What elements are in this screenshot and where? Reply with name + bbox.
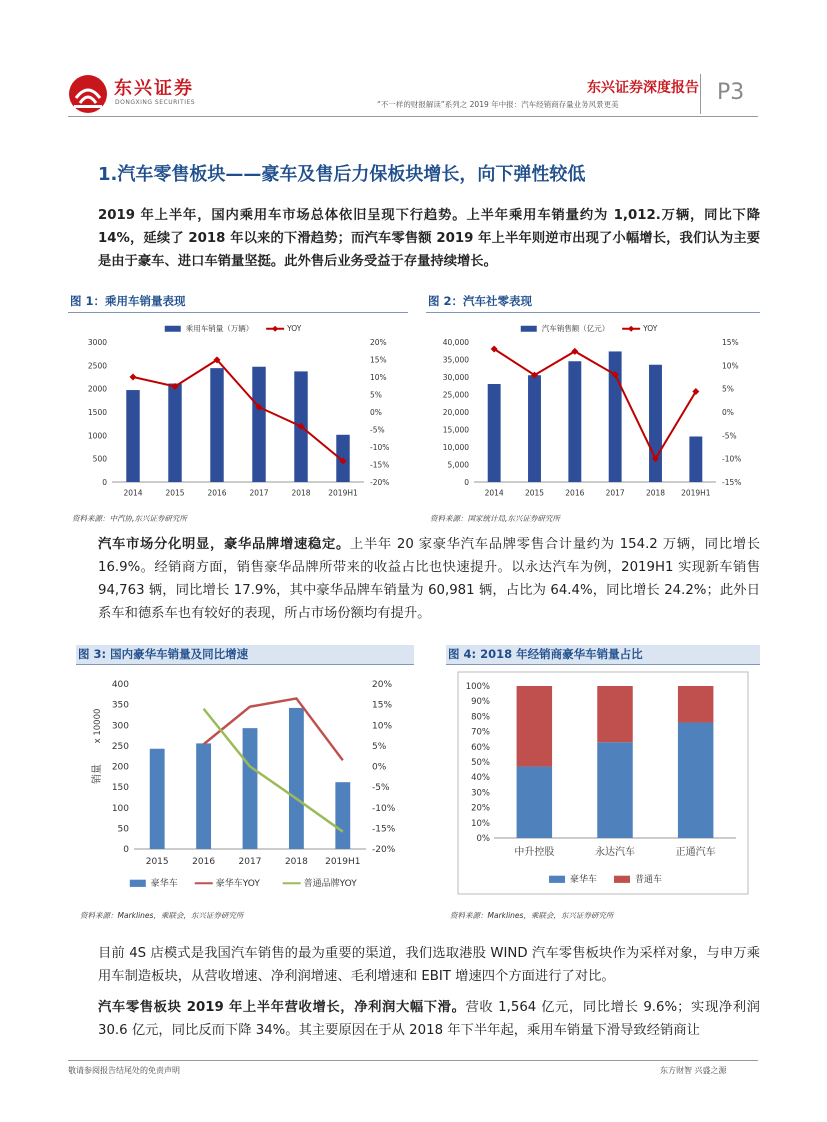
x-tick-label: 2016 <box>192 857 216 867</box>
x-tick-label: 2018 <box>284 857 308 867</box>
y-right-tick-label: -20% <box>370 478 390 487</box>
y-left-tick-label: 200 <box>111 762 129 773</box>
figure-4-chart <box>446 666 760 904</box>
y-left-tick-label: 30,000 <box>442 373 469 382</box>
figure-1-rule <box>68 312 408 313</box>
figure-1-source: 资料来源：中汽协,东兴证券研究所 <box>72 514 187 523</box>
paragraph-intro: 2019 年上半年，国内乘用车市场总体依旧呈现下行趋势。上半年乘用车销量约为 1,012.万辆，同比下降 14%，延续了 2018 年以来的下滑趋势；而汽车零售额 2019 年上半年则逆市出现了小幅增长，我们认为主要是由于豪车、进口车销量坚挺。此外售后业务受益于存量持续增长。 <box>98 208 760 269</box>
y-right-tick-label: 0% <box>372 762 387 773</box>
figure-2-title: 图 2：汽车社零表现 <box>428 294 533 308</box>
x-tick-label: 2019H1 <box>325 857 361 867</box>
y-left-tick-label: 50 <box>117 824 129 835</box>
legend-label: 普通车 <box>635 875 663 885</box>
figure-4-title: 图 4: 2018 年经销商豪华车销量占比 <box>446 645 760 664</box>
x-tick-label: 2017 <box>238 857 262 867</box>
bar <box>252 367 265 482</box>
y-right-tick-label: -15% <box>722 478 742 487</box>
paragraph-revenue <box>98 996 760 1042</box>
legend-swatch <box>165 326 181 332</box>
bar <box>335 782 350 849</box>
y-tick-label: 30% <box>471 788 490 799</box>
bar <box>168 384 181 482</box>
y-left-tick-label: 0 <box>464 478 469 487</box>
figure-3-rule <box>76 664 414 665</box>
bar <box>126 390 139 482</box>
figure-3-chart <box>76 666 414 904</box>
y-tick-label: 50% <box>471 758 490 768</box>
y-left-tick-label: 15,000 <box>442 425 469 435</box>
y-left-tick-label: 1000 <box>87 431 107 441</box>
stacked-bar-segment <box>597 742 632 838</box>
y-tick-label: 80% <box>471 712 490 723</box>
x-tick-label: 2017 <box>249 488 269 498</box>
y-tick-label: 40% <box>471 773 490 784</box>
page-number: P3 <box>717 80 745 105</box>
series-line <box>494 349 696 459</box>
y-right-tick-label: 0% <box>370 408 382 417</box>
x-tick-label: 2014 <box>484 488 504 498</box>
legend-label: 汽车销售额（亿元） <box>541 324 610 333</box>
legend-swatch <box>130 880 146 887</box>
y-right-tick-label: 15% <box>722 338 739 347</box>
y-right-tick-label: -5% <box>370 425 385 435</box>
figure-4-rule <box>446 664 760 665</box>
legend-marker <box>628 326 634 332</box>
stacked-bar-segment <box>517 767 552 838</box>
y-left-tick-label: 10,000 <box>442 443 469 452</box>
figure-3-source: 资料来源：Marklines，乘联会，东兴证券研究所 <box>80 911 244 920</box>
x-tick-label: 中升控股 <box>514 847 555 858</box>
y-left-tick-label: 40,000 <box>442 338 469 347</box>
legend-label: 豪华车 <box>570 875 598 885</box>
x-tick-label: 2015 <box>145 857 169 867</box>
x-tick-label: 2017 <box>605 488 625 498</box>
y-axis-label: 销量 <box>92 764 103 784</box>
y-left-tick-label: 0 <box>123 845 129 855</box>
y-unit-label: x 10000 <box>93 708 103 744</box>
y-left-tick-label: 2000 <box>87 384 107 394</box>
paragraph-luxury-lead: 汽车市场分化明显，豪华品牌增速稳定。 <box>98 537 350 552</box>
y-right-tick-label: 5% <box>372 741 387 752</box>
y-right-tick-label: -10% <box>372 803 396 814</box>
stacked-bar-segment <box>597 686 632 742</box>
bar <box>150 749 165 849</box>
x-tick-label: 2018 <box>291 488 311 498</box>
figure-2-rule <box>426 312 760 313</box>
report-subtitle: “不一样的财报解读”系列之 2019 年中报：汽车经销商存量业务风景更美 <box>377 100 619 109</box>
line-point <box>130 374 137 381</box>
bar <box>488 384 501 482</box>
x-tick-label: 2014 <box>123 488 143 498</box>
x-tick-label: 2015 <box>165 488 185 498</box>
stacked-bar-segment <box>517 686 552 767</box>
y-left-tick-label: 300 <box>111 721 129 732</box>
y-right-tick-label: -20% <box>372 845 396 855</box>
brand-name-en: DONGXING SECURITIES <box>115 99 196 106</box>
y-right-tick-label: 20% <box>372 680 393 690</box>
legend-swatch <box>521 326 537 332</box>
x-tick-label: 2018 <box>645 488 666 498</box>
y-right-tick-label: -5% <box>722 431 737 441</box>
y-left-tick-label: 150 <box>111 783 129 794</box>
y-left-tick-label: 3000 <box>87 338 107 347</box>
bar <box>649 365 662 482</box>
y-right-tick-label: 10% <box>370 373 387 382</box>
footer-disclaimer: 敬请参阅报告结尾处的免责声明 <box>68 1066 180 1075</box>
y-right-tick-label: -5% <box>372 783 390 794</box>
paragraph-luxury <box>98 533 760 625</box>
y-left-tick-label: 2500 <box>87 361 107 371</box>
x-tick-label: 2019H1 <box>681 488 711 498</box>
x-tick-label: 2016 <box>207 488 227 498</box>
y-left-tick-label: 400 <box>111 680 129 690</box>
y-left-tick-label: 35,000 <box>442 355 469 365</box>
y-right-tick-label: -15% <box>372 824 396 835</box>
figure-3-title: 图 3: 国内豪华车销量及同比增速 <box>76 645 414 664</box>
y-left-tick-label: 0 <box>102 478 107 487</box>
y-right-tick-label: -10% <box>722 454 742 464</box>
y-left-tick-label: 100 <box>111 803 129 814</box>
y-right-tick-label: -15% <box>370 460 390 470</box>
header-divider <box>700 74 701 114</box>
series-line <box>204 698 343 760</box>
y-right-tick-label: 10% <box>722 361 739 371</box>
y-tick-label: 100% <box>465 682 490 692</box>
legend-label: 豪华车 <box>150 879 178 889</box>
footer-rule <box>68 1060 758 1061</box>
report-title: 东兴证券深度报告 <box>587 80 699 96</box>
y-right-tick-label: 15% <box>370 355 387 365</box>
x-tick-label: 2019H1 <box>328 488 358 498</box>
y-tick-label: 70% <box>471 727 490 738</box>
legend-marker <box>272 326 278 332</box>
bar <box>210 368 223 482</box>
paragraph-revenue-lead: 汽车零售板块 2019 年上半年营收增长，净利润大幅下滑。 <box>98 1000 466 1015</box>
bar <box>568 361 581 482</box>
bar <box>528 375 541 482</box>
legend-label: YOY <box>287 324 302 333</box>
footer-slogan: 东方财智 兴盛之源 <box>660 1066 727 1075</box>
figure-4-source: 资料来源：Marklines，乘联会，东兴证券研究所 <box>450 911 614 920</box>
y-tick-label: 10% <box>471 818 490 829</box>
legend-label: 普通品牌YOY <box>303 879 357 889</box>
stacked-bar-segment <box>678 686 713 722</box>
y-left-tick-label: 25,000 <box>442 390 469 400</box>
x-tick-label: 永达汽车 <box>595 847 635 858</box>
bar <box>289 708 304 849</box>
y-tick-label: 20% <box>471 803 490 814</box>
y-right-tick-label: 5% <box>722 384 734 394</box>
y-right-tick-label: 0% <box>722 408 734 417</box>
y-left-tick-label: 500 <box>92 454 107 464</box>
x-tick-label: 2016 <box>565 488 585 498</box>
legend-label: 豪华车YOY <box>215 879 260 889</box>
legend-label: 乘用车销量（万辆） <box>185 324 254 333</box>
y-left-tick-label: 5,000 <box>447 460 469 470</box>
figure-2-chart <box>426 314 760 510</box>
paragraph-revenue-body: 营收 1,564 亿元，同比增长 9.6%；实现净利润 30.6 亿元，同比反而下降 34%。其主要原因在于从 2018 年下半年起，乘用车销量下滑导致经销商让 <box>98 1000 760 1038</box>
x-tick-label: 2015 <box>524 488 545 498</box>
paragraph-luxury-body: 上半年 20 家豪华汽车品牌零售合计量约为 154.2 万辆，同比增长 16.9%。经销商方面，销售豪华品牌所带来的收益占比也快速提升。以永达汽车为例，2019H1 实现新车销售 94,763 辆，同比增长 17.9%，其中豪华品牌车销量为 60,981 辆，占比为 64.4%，同比增长 24.2%；此外日系车和德系车也有较好的表现，所占市场份额均有提升。 <box>98 537 760 621</box>
header-rule <box>68 116 758 117</box>
section-title: 1.汽车零售板块——豪车及售后力保板块增长，向下弹性较低 <box>98 164 586 185</box>
y-right-tick-label: 5% <box>370 390 382 400</box>
bar <box>196 743 211 849</box>
legend-label: YOY <box>643 324 658 333</box>
y-right-tick-label: 20% <box>370 338 387 347</box>
y-tick-label: 90% <box>471 697 490 708</box>
figure-1-chart <box>68 314 408 510</box>
y-right-tick-label: 10% <box>372 721 393 732</box>
bar <box>689 437 702 483</box>
y-right-tick-label: 15% <box>372 700 393 711</box>
figure-2-source: 资料来源：国家统计局,东兴证券研究所 <box>430 514 560 523</box>
legend-swatch <box>549 876 565 883</box>
y-left-tick-label: 20,000 <box>442 408 469 417</box>
stacked-bar-segment <box>678 722 713 838</box>
y-tick-label: 0% <box>476 834 490 844</box>
y-left-tick-label: 1500 <box>87 408 107 417</box>
y-left-tick-label: 350 <box>111 700 129 711</box>
y-left-tick-label: 250 <box>111 741 129 752</box>
dongxing-logo-icon <box>68 74 108 114</box>
figure-1-title: 图 1：乘用车销量表现 <box>70 294 186 308</box>
series-line <box>133 360 343 461</box>
brand-name: 东兴证券 <box>114 78 194 99</box>
bar <box>243 728 258 849</box>
x-tick-label: 正通汽车 <box>675 847 716 858</box>
paragraph-channel: 目前 4S 店模式是我国汽车销售的最为重要的渠道，我们选取港股 WIND 汽车零售板块作为采样对象，与申万乘用车制造板块，从营收增速、净利润增速、毛利增速和 EBIT 增速四个方面进行了对比。 <box>98 946 760 984</box>
legend-swatch <box>614 876 630 883</box>
y-right-tick-label: -10% <box>370 443 390 452</box>
y-tick-label: 60% <box>471 742 490 753</box>
